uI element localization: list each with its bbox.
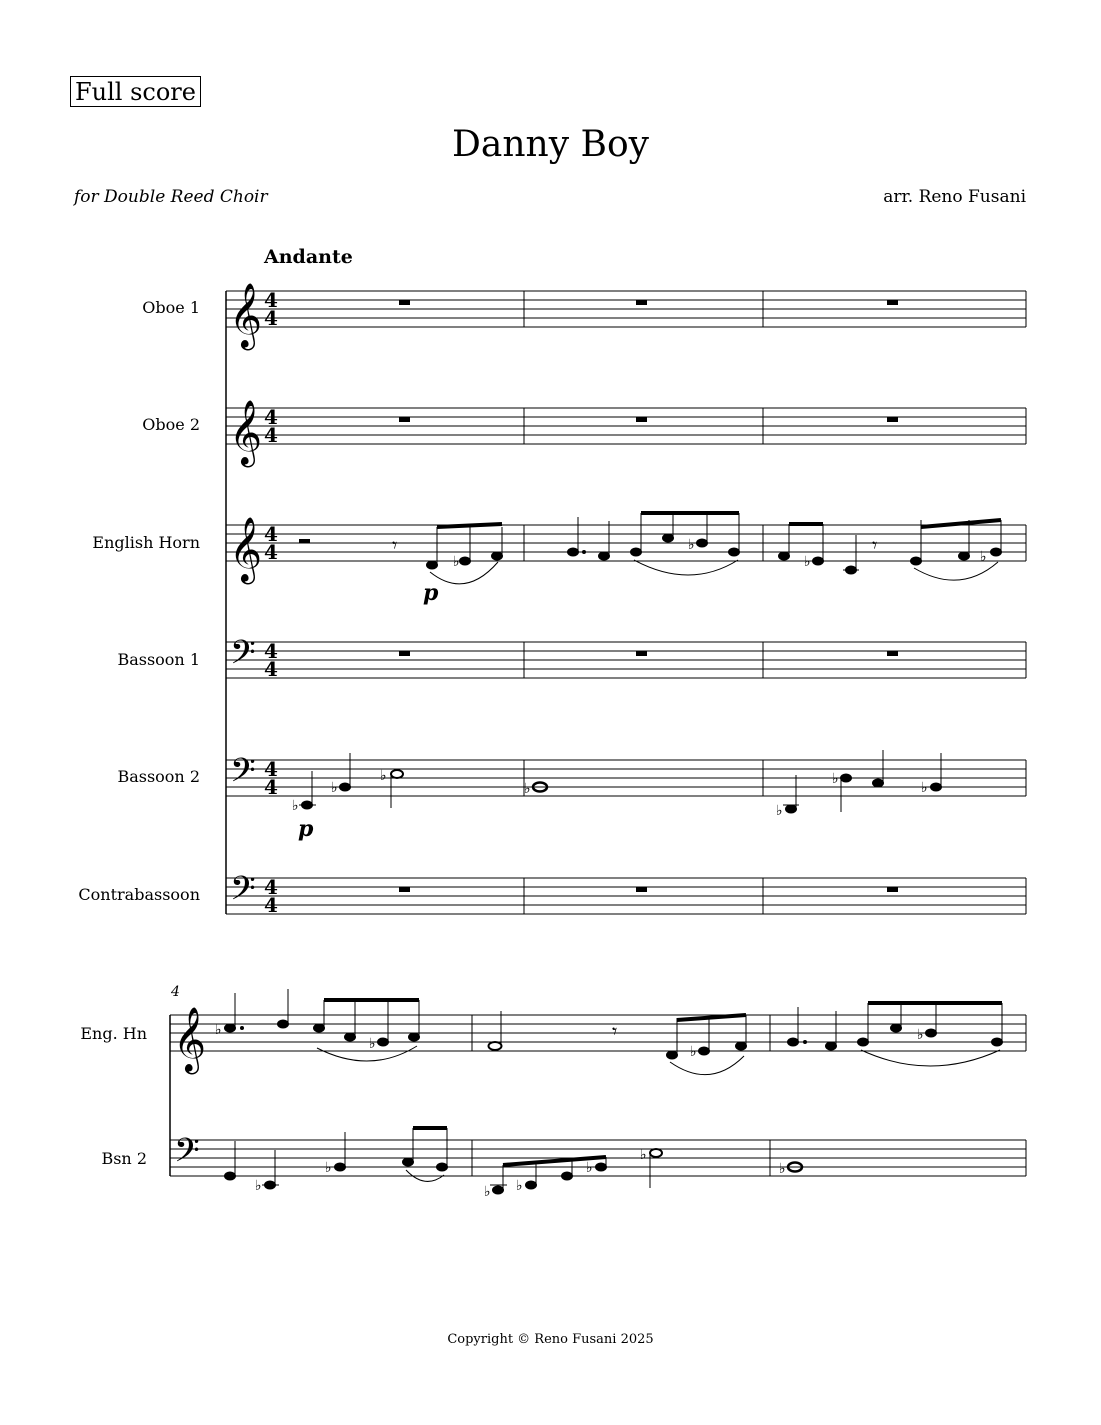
svg-text:4: 4 <box>264 775 278 799</box>
svg-text:𝄾: 𝄾 <box>872 533 878 557</box>
svg-text:♭: ♭ <box>516 1178 523 1194</box>
whole-rests <box>399 300 898 892</box>
instrument-name-english-horn: English Horn <box>92 533 200 552</box>
svg-text:4: 4 <box>264 657 278 681</box>
copyright-notice: Copyright © Reno Fusani 2025 <box>447 1332 654 1347</box>
staff-contrabassoon <box>226 878 1026 914</box>
barlines-system-2 <box>472 1015 1026 1176</box>
instrument-name-bassoon-1: Bassoon 1 <box>117 650 200 669</box>
score-title: Danny Boy <box>452 124 649 165</box>
staff-oboe-1 <box>226 291 1026 327</box>
svg-text:4: 4 <box>264 423 278 447</box>
instrument-name-contrabassoon: Contrabassoon <box>78 885 200 904</box>
dynamic-english-horn: p <box>423 580 439 606</box>
svg-text:♭: ♭ <box>690 1044 697 1060</box>
svg-text:𝄞: 𝄞 <box>229 283 263 348</box>
svg-text:𝄢: 𝄢 <box>230 752 256 798</box>
bsn-2-system-2-notes <box>225 1128 803 1200</box>
svg-text:𝄾: 𝄾 <box>392 533 398 557</box>
svg-text:♭: ♭ <box>325 1160 332 1176</box>
svg-text:4: 4 <box>264 405 278 429</box>
english-horn-notes <box>299 513 1002 584</box>
staff-oboe-2 <box>226 408 1026 444</box>
svg-text:♭: ♭ <box>380 768 387 784</box>
instrument-name-eng-hn: Eng. Hn <box>80 1024 147 1043</box>
arranger-credit: arr. Reno Fusani <box>883 187 1026 207</box>
staff-bassoon-1 <box>226 642 1026 678</box>
svg-text:♭: ♭ <box>453 554 460 570</box>
instrument-name-bassoon-2: Bassoon 2 <box>117 767 200 786</box>
score-subtitle: for Double Reed Choir <box>74 187 268 207</box>
svg-text:4: 4 <box>264 893 278 917</box>
svg-text:♭: ♭ <box>524 781 531 797</box>
instrument-name-bsn-2: Bsn 2 <box>101 1149 147 1168</box>
svg-text:♭: ♭ <box>776 803 783 819</box>
svg-text:♭: ♭ <box>484 1184 491 1200</box>
svg-text:4: 4 <box>264 540 278 564</box>
svg-text:♭: ♭ <box>980 549 987 565</box>
svg-text:♭: ♭ <box>804 554 811 570</box>
svg-text:♭: ♭ <box>688 537 695 553</box>
svg-text:𝄢: 𝄢 <box>230 870 256 916</box>
svg-text:𝄾: 𝄾 <box>612 1019 618 1043</box>
svg-text:♭: ♭ <box>921 780 928 796</box>
svg-text:4: 4 <box>264 757 278 781</box>
svg-text:4: 4 <box>264 639 278 663</box>
svg-text:♭: ♭ <box>215 1022 222 1038</box>
svg-text:♭: ♭ <box>779 1161 786 1177</box>
tempo-marking: Andante <box>264 246 353 268</box>
svg-text:𝄢: 𝄢 <box>174 1132 200 1178</box>
barlines-system-1 <box>524 291 1026 914</box>
dynamic-bassoon-2: p <box>298 816 314 842</box>
eng-hn-system-2-notes <box>215 989 1003 1075</box>
svg-text:4: 4 <box>264 522 278 546</box>
svg-text:𝄞: 𝄞 <box>229 517 263 582</box>
svg-text:♭: ♭ <box>640 1147 647 1163</box>
svg-text:4: 4 <box>264 288 278 312</box>
svg-text:♭: ♭ <box>292 798 299 814</box>
svg-text:♭: ♭ <box>255 1178 262 1194</box>
instrument-name-oboe-1: Oboe 1 <box>142 298 200 317</box>
svg-text:4: 4 <box>264 875 278 899</box>
svg-text:♭: ♭ <box>917 1027 924 1043</box>
svg-text:𝄞: 𝄞 <box>173 1007 207 1072</box>
instrument-name-oboe-2: Oboe 2 <box>142 415 200 434</box>
svg-text:♭: ♭ <box>331 780 338 796</box>
time-signatures <box>264 288 278 917</box>
staff-english-horn <box>226 525 1026 561</box>
svg-text:𝄢: 𝄢 <box>230 634 256 680</box>
svg-text:4: 4 <box>264 306 278 330</box>
full-score-label: Full score <box>70 76 201 107</box>
staff-eng-hn <box>170 1015 1026 1051</box>
measure-number: 4 <box>171 984 180 1000</box>
svg-text:♭: ♭ <box>832 771 839 787</box>
dynamics <box>298 580 439 842</box>
bass-clefs <box>174 634 256 1178</box>
svg-text:♭: ♭ <box>586 1160 593 1176</box>
svg-text:♭: ♭ <box>369 1036 376 1052</box>
svg-text:𝄞: 𝄞 <box>229 400 263 465</box>
